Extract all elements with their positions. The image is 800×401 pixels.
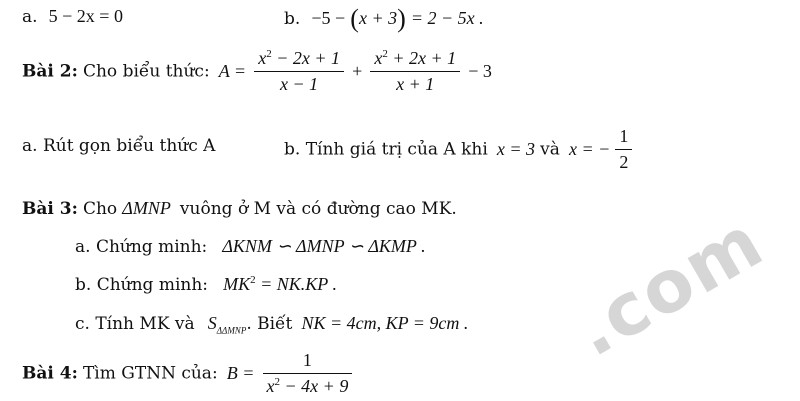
fraction-numerator: 1 <box>263 350 353 374</box>
open-paren: ( <box>350 4 359 33</box>
triangle-name: ΔMNP <box>122 198 171 218</box>
area-symbol: $S_{\Delta\Delta MNP}$ <box>207 313 247 336</box>
exercise-3a <box>75 236 426 257</box>
exercise-4 <box>22 350 355 397</box>
item-label: b. <box>284 9 301 29</box>
fraction-1-denominator: x − 1 <box>280 74 319 94</box>
watermark: .com <box>560 198 778 373</box>
equation-left: −5 − <box>311 8 346 28</box>
equation: 5 − 2x = 0 <box>48 6 123 26</box>
exercise-3c <box>75 313 468 336</box>
plus-sign: + <box>352 61 363 81</box>
lhs: B = <box>226 363 255 383</box>
exercise-1a <box>22 6 123 27</box>
exercise-3b <box>75 274 337 295</box>
part-b-text: b. Chứng minh: <box>75 275 209 295</box>
fraction-1-numerator: $x^2 - 2x + 1$ <box>254 48 344 72</box>
and-word: và <box>540 139 560 160</box>
close-paren: ) <box>397 4 406 33</box>
part-b-text: b. Tính giá trị của A khi <box>284 139 488 160</box>
condition-2-fraction <box>615 126 632 173</box>
exercise-text-post: vuông ở M và có đường cao MK. <box>179 199 457 219</box>
condition-1: x = 3 <box>496 139 536 159</box>
exercise-2 <box>22 48 492 95</box>
condition-2-numerator: 1 <box>615 126 632 150</box>
exercise-label: Bài 4: <box>22 363 78 384</box>
part-c-text: c. Tính MK và <box>75 314 195 334</box>
exercise-3 <box>22 198 457 219</box>
equation-right: = 2 − 5x . <box>410 8 484 28</box>
exercise-2b <box>284 126 635 173</box>
minus-three: − 3 <box>468 61 492 81</box>
exercise-1b <box>284 4 484 34</box>
exercise-2a <box>22 136 215 156</box>
exercise-text: Cho biểu thức: <box>82 61 210 82</box>
condition-2: x = − <box>568 139 611 159</box>
given-lengths: NK = 4cm, KP = 9cm . <box>301 313 469 333</box>
fraction-2-numerator: $x^2 + 2x + 1$ <box>370 48 460 72</box>
similarity-expression: ΔKNM ∽ ΔMNP ∽ ΔKMP . <box>222 236 426 256</box>
condition-2-denominator: 2 <box>619 152 629 172</box>
exercise-label: Bài 3: <box>22 199 78 219</box>
exercise-text-pre: Cho <box>82 199 118 219</box>
fraction <box>263 350 353 397</box>
exercise-label: Bài 2: <box>22 61 78 82</box>
product-expression: $MK^2 = NK.KP$ . <box>223 274 337 294</box>
item-label: a. <box>22 7 38 27</box>
part-a-text: a. Chứng minh: <box>75 237 208 257</box>
fraction-2 <box>370 48 460 95</box>
lhs: A = <box>218 61 247 81</box>
part-a-text: a. Rút gọn biểu thức A <box>22 136 216 156</box>
given-word: . Biết <box>246 314 293 334</box>
exercise-text: Tìm GTNN của: <box>82 363 218 384</box>
fraction-1 <box>254 48 344 95</box>
paren-inner: x + 3 <box>358 8 398 28</box>
fraction-denominator: $x^2 - 4x + 9$ <box>266 376 349 396</box>
fraction-2-denominator: x + 1 <box>396 74 435 94</box>
